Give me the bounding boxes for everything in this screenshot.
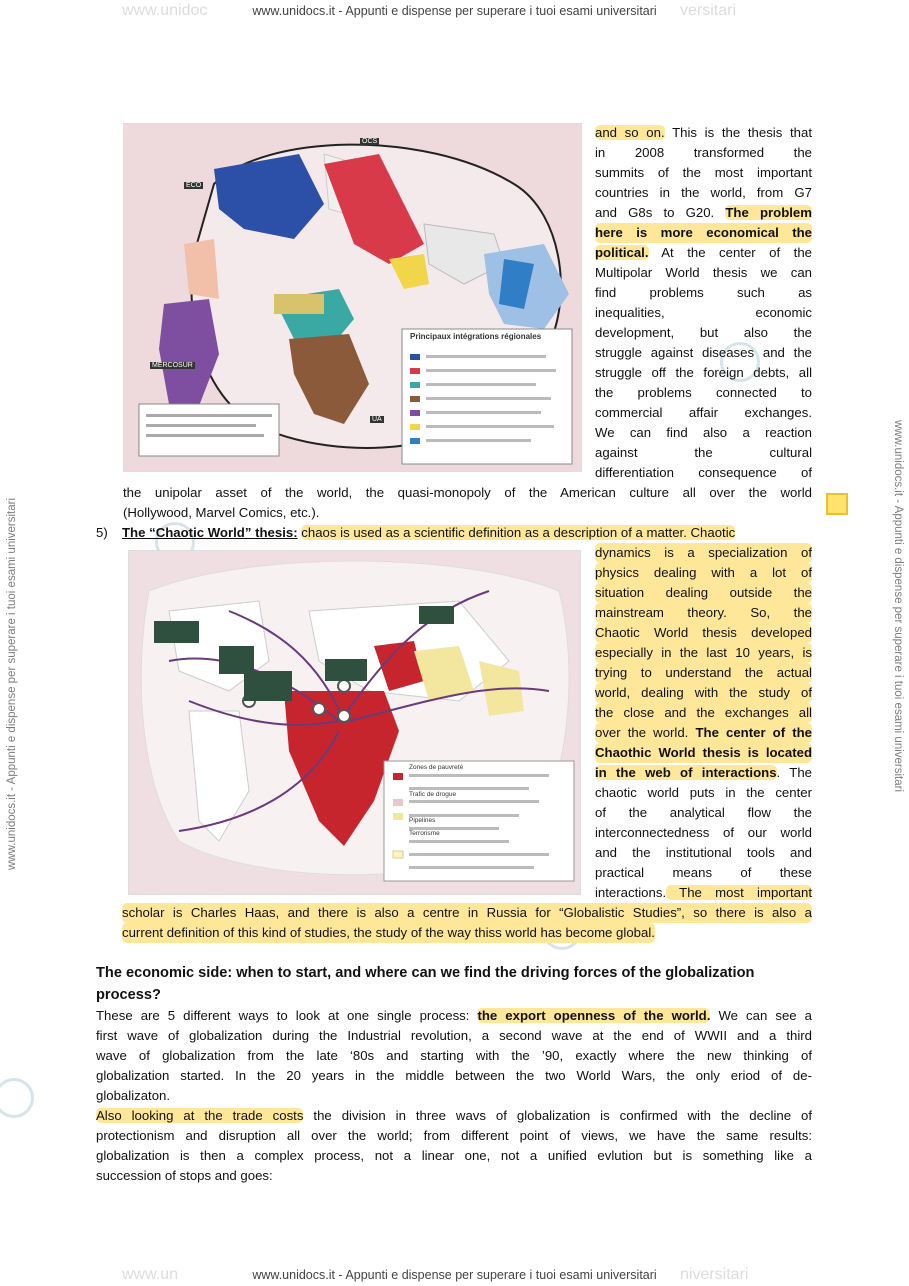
s2-line-6: especially in the last 10 years, is xyxy=(595,643,812,663)
economic-heading-line-1: The economic side: when to start, and where can we find the driving forces of the globalization xyxy=(96,965,755,981)
s2-line-1: dynamics is a specialization of xyxy=(595,543,812,563)
highlight: Also looking at the trade costs xyxy=(96,1108,304,1123)
page-footer[interactable]: www.unidocs.it - Appunti e dispense per superare i tuoi esami universitari xyxy=(252,1268,657,1282)
map1-label-ocs: OCS xyxy=(362,138,378,145)
comment-note-icon[interactable] xyxy=(826,493,848,515)
p1-line-1: These are 5 different ways to look at one single process: the export openness of the world. We can see a xyxy=(96,1008,812,1023)
s1-line-10: inequalities, economic xyxy=(595,305,812,320)
s2-full-line-1: scholar is Charles Haas, and there is also a centre in Russia for “Globalistic Studies”, so there is also a xyxy=(122,903,812,923)
s1-line-11: development, but also the xyxy=(595,325,812,340)
multipolar-world-map xyxy=(123,123,582,472)
s1-full-line-2: (Hollywood, Marvel Comics, etc.). xyxy=(123,505,320,520)
highlight: in the web of interactions xyxy=(595,765,777,780)
s2-title-line xyxy=(122,523,812,543)
s2-line-13: chaotic world puts in the center xyxy=(595,785,812,800)
s1-line-16: We can find also a reaction xyxy=(595,425,812,440)
s1-line-13: struggle off the foreign debts, all xyxy=(595,365,812,380)
p1-line-3: wave of globalization from the late ‘80s and starting with the ’90, exactly where the new thinking of xyxy=(96,1048,812,1063)
chaotic-world-map xyxy=(128,550,581,895)
s1-line-12: struggle against diseases and the xyxy=(595,345,812,360)
p2-line-4: succession of stops and goes: xyxy=(96,1168,273,1183)
p1-line-5: globalizaton. xyxy=(96,1088,171,1103)
p2-line-2: protectionism and disruption all over the world; from different point of views, we have the same results: xyxy=(96,1128,812,1143)
highlight: and so on. xyxy=(595,125,665,140)
map2-legend-item-1: Zones de pauvreté xyxy=(409,764,464,771)
p1-line-4: globalization started. In the 20 years in the middle between the two World Wars, the only eriod of de- xyxy=(96,1068,812,1083)
p1-line-2: first wave of globalization during the Industrial revolution, a second wave at the end of WWII and a third xyxy=(96,1028,812,1043)
s2-line-9: the close and the exchanges all xyxy=(595,703,812,723)
highlight: the export openness of the world. xyxy=(477,1008,711,1023)
s1-line-9: find problems such as xyxy=(595,285,812,300)
highlight: political. xyxy=(595,245,649,260)
s2-line-3: situation dealing outside the xyxy=(595,583,812,603)
s2-full-line-2: current definition of this kind of studies, the study of the way thiss world has become global. xyxy=(122,923,655,943)
side-watermark-left: www.unidocs.it - Appunti e dispense per superare i tuoi esami universitari xyxy=(6,497,18,870)
ghost-watermark-top-left: www.unidoc xyxy=(122,2,208,19)
highlight: chaos is used as a scientific definition as a description of a matter. Chaotic xyxy=(301,525,736,540)
map2-legend-item-3: Pipelines xyxy=(409,817,436,824)
s2-line-4: mainstream theory. So, the xyxy=(595,603,812,623)
s2-line-14: of the analytical flow the xyxy=(595,805,812,820)
ghost-watermark-bottom-right: niversitari xyxy=(680,1266,749,1283)
map1-label-mercosur: MERCOSUR xyxy=(152,362,193,369)
s2-line-10: over the world. The center of the xyxy=(595,723,812,743)
s1-line-8: Multipolar World thesis we can xyxy=(595,265,812,280)
page-header[interactable]: www.unidocs.it - Appunti e dispense per superare i tuoi esami universitari xyxy=(252,4,657,18)
map1-label-eco: ECO xyxy=(186,182,202,189)
s1-line-4: countries in the world, from G7 xyxy=(595,185,812,200)
s2-line-2: physics dealing with a lot of xyxy=(595,563,812,583)
economic-heading-line-2: process? xyxy=(96,987,161,1003)
s1-line-14: the problems connected to xyxy=(595,385,812,400)
s2-line-16: and the institutional tools and xyxy=(595,845,812,860)
map1-label-ua: UA xyxy=(372,416,382,423)
list-number-5: 5) xyxy=(96,525,108,540)
map2-legend-item-4: Terrorisme xyxy=(409,830,440,837)
s1-line-18: differentiation consequence of xyxy=(595,465,812,480)
s2-line-12: in the web of interactions. The xyxy=(595,765,812,780)
s2-line-5: Chaotic World thesis developed xyxy=(595,623,812,643)
s2-line-7: trying to understand the actual xyxy=(595,663,812,683)
s1-line-1: and so on. This is the thesis that xyxy=(595,125,812,140)
s2-line-17: practical means of these xyxy=(595,865,812,880)
s1-full-line-1: the unipolar asset of the world, the quasi-monopoly of the American culture all over the world xyxy=(123,485,812,500)
s1-line-3: summits of the most important xyxy=(595,165,812,180)
map1-legend-title: Principaux intégrations régionales xyxy=(410,332,542,341)
s1-line-6: here is more economical the xyxy=(595,223,812,243)
s1-line-7: political. At the center of the xyxy=(595,245,812,260)
map2-legend-item-2: Trafic de drogue xyxy=(409,791,457,798)
s1-line-2: in 2008 transformed the xyxy=(595,145,812,160)
ghost-watermark-top-right: versitari xyxy=(680,2,737,19)
s1-line-5: and G8s to G20. The problem xyxy=(595,205,812,220)
highlight: The most important xyxy=(666,885,812,900)
ghost-watermark-bottom-left: www.un xyxy=(122,1266,179,1283)
p2-line-3: globalization is then a complex process, not a linear one, not a unified evlution but is something like a xyxy=(96,1148,812,1163)
s2-line-11: Chaothic World thesis is located xyxy=(595,743,812,763)
section-title: The “Chaotic World” thesis: xyxy=(122,525,298,540)
highlight: The problem xyxy=(725,205,812,220)
s1-line-17: against the cultural xyxy=(595,445,812,460)
s2-line-15: interconnectedness of our world xyxy=(595,825,812,840)
p2-line-1: Also looking at the trade costs the division in three wavs of globalization is confirmed with the decline of xyxy=(96,1108,813,1123)
side-watermark-right: www.unidocs.it - Appunti e dispense per superare i tuoi esami universitari xyxy=(892,420,904,793)
s1-line-15: commercial affair exchanges. xyxy=(595,405,812,420)
watermark-logo-icon xyxy=(0,1078,34,1118)
s2-line-18: interactions. The most important xyxy=(595,885,812,900)
s2-line-8: world, dealing with the study of xyxy=(595,683,812,703)
